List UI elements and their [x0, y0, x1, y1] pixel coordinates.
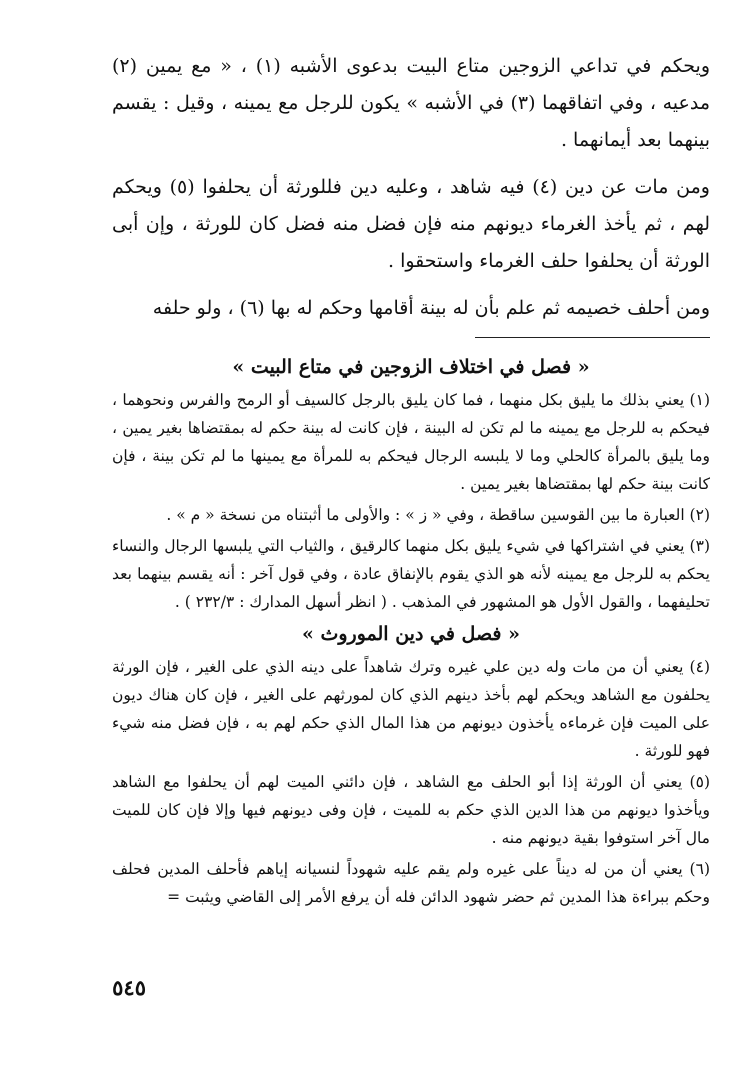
footnote: (٤) يعني أن من مات وله دين علي غيره وترك شاهداً على دينه الذي على الغير ، فإن الورثة يحلفون مع الشاهد ويحكم لهم بأخذ دينهم الذي كان لمورثهم على الغير ، فإن كان هناك ديون على الميت فإن غرماءه يأخذون ديونهم من هذا المال الذي حكم لهم به ، فإن فضل منه شيء فهو للورثة . — [112, 658, 710, 760]
footnotes — [112, 352, 710, 911]
section-heading: « فصل في اختلاف الزوجين في متاع البيت » — [232, 356, 590, 378]
footnote-separator — [475, 337, 710, 338]
footnote: (٦) يعني أن من له ديناً على غيره ولم يقم عليه شهوداً لنسيانه إياهم فأحلف المدين فحلف وحكم ببراءة هذا المدين ثم حضر شهود الدائن فله أن يرفع الأمر إلى القاضي ويثبت = — [112, 860, 710, 906]
main-paragraph: ومن أحلف خصيمه ثم علم بأن له بينة أقامها وحكم له بها (٦) ، ولو حلفه — [152, 297, 710, 319]
main-text — [112, 48, 710, 327]
footnote: (٣) يعني في اشتراكها في شيء يليق بكل منهما كالرقيق ، والثياب التي يلبسها الرجال والنساء يحكم به للرجل مع يمينه لأنه هو الذي يقوم بالإنفاق عادة ، وفي قول آخر : أنه يقسم بينهما بعد تحليفهما ، والقول الأول هو المشهور في المذهب . ( انظر أسهل المدارك : ٢٣٢/٣ ) . — [112, 537, 710, 611]
main-paragraph: ومن مات عن دين (٤) فيه شاهد ، وعليه دين فللورثة أن يحلفوا (٥) ويحكم لهم ، ثم يأخذ الغرماء ديونهم منه فإن فضل منه فضل كان للورثة ، وإن أبى الورثة أن يحلفوا حلف الغرماء واستحقوا . — [112, 176, 710, 272]
footnote: (٢) العبارة ما بين القوسين ساقطة ، وفي « ز » : والأولى ما أثبتناه من نسخة « م » . — [166, 506, 710, 524]
page-content — [112, 48, 710, 914]
main-paragraph: ويحكم في تداعي الزوجين متاع البيت بدعوى الأشبه (١) ، « مع يمين (٢) مدعيه ، وفي اتفاقهما (٣) في الأشبه » يكون للرجل مع يمينه ، وقيل : يقسم بينهما بعد أيمانهما . — [112, 55, 710, 151]
footnote-section — [112, 352, 710, 616]
footnote: (١) يعني بذلك ما يليق بكل منهما ، فما كان يليق بالرجل كالسيف أو الرمح والفرس ونحوهما ، فيحكم به للرجل مع يمينه ما لم تكن له البينة ، فإن كانت له بينة حكم له بمقتضاها بغير يمين ، وما يليق بالمرأة كالحلي وما لا يلبسه الرجال فيحكم به للمرأة مع يمينها ما لم تكن بينة ، فإن كانت بينة حكم لها بمقتضاها بغير يمين . — [112, 391, 710, 493]
footnote: (٥) يعني أن الورثة إذا أبو الحلف مع الشاهد ، فإن دائني الميت لهم أن يحلفوا مع الشاهد ويأخذوا ديونهم من هذا الدين الذي حكم به للميت ، فإن وفى ديونهم فيها وإلا فإن كان للميت مال آخر استوفوا بقية ديونهم منه . — [112, 773, 710, 847]
footnote-section — [112, 619, 710, 911]
page-number: ٥٤٥ — [112, 975, 146, 1000]
section-heading: « فصل في دين الموروث » — [301, 623, 520, 645]
